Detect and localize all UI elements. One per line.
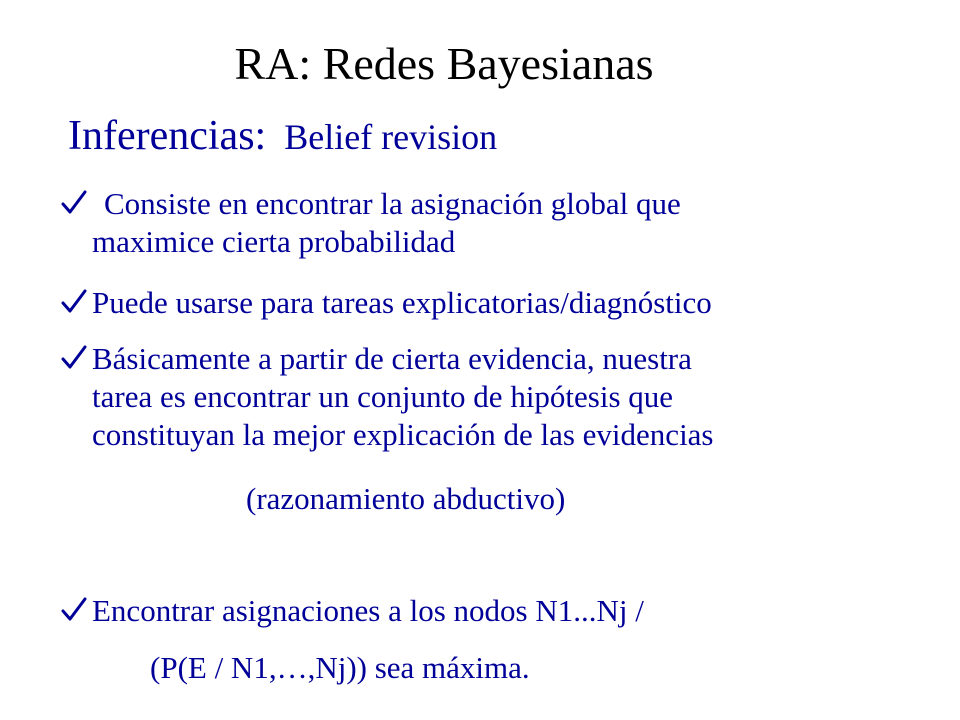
bullet-text-continued: maximice cierta probabilidad <box>92 224 456 259</box>
subtitle-main: Inferencias: <box>68 113 267 159</box>
subtitle-secondary: Belief revision <box>284 117 498 157</box>
bullet-text: Encontrar asignaciones a los nodos N1...Nj / <box>92 593 644 628</box>
checkmark-icon <box>60 594 88 626</box>
slide-title: RA: Redes Bayesianas <box>234 38 654 89</box>
bullet-text: Puede usarse para tareas explicatorias/diagnóstico <box>92 285 712 320</box>
bullet-text: Básicamente a partir de cierta evidencia, nuestra <box>92 341 692 376</box>
bullet-text-continued: tarea es encontrar un conjunto de hipótesis que <box>92 379 674 414</box>
bullet-text-continued: constituyan la mejor explicación de las evidencias <box>92 417 714 452</box>
checkmark-icon <box>60 342 88 374</box>
checkmark-icon <box>60 286 88 318</box>
slide-subtitle <box>68 108 497 165</box>
formula-text: (P(E / N1,…,Nj)) sea máxima. <box>150 650 530 685</box>
bullet-text: Consiste en encontrar la asignación global que <box>104 186 681 221</box>
note-text: (razonamiento abductivo) <box>246 481 566 516</box>
checkmark-icon <box>60 187 88 219</box>
